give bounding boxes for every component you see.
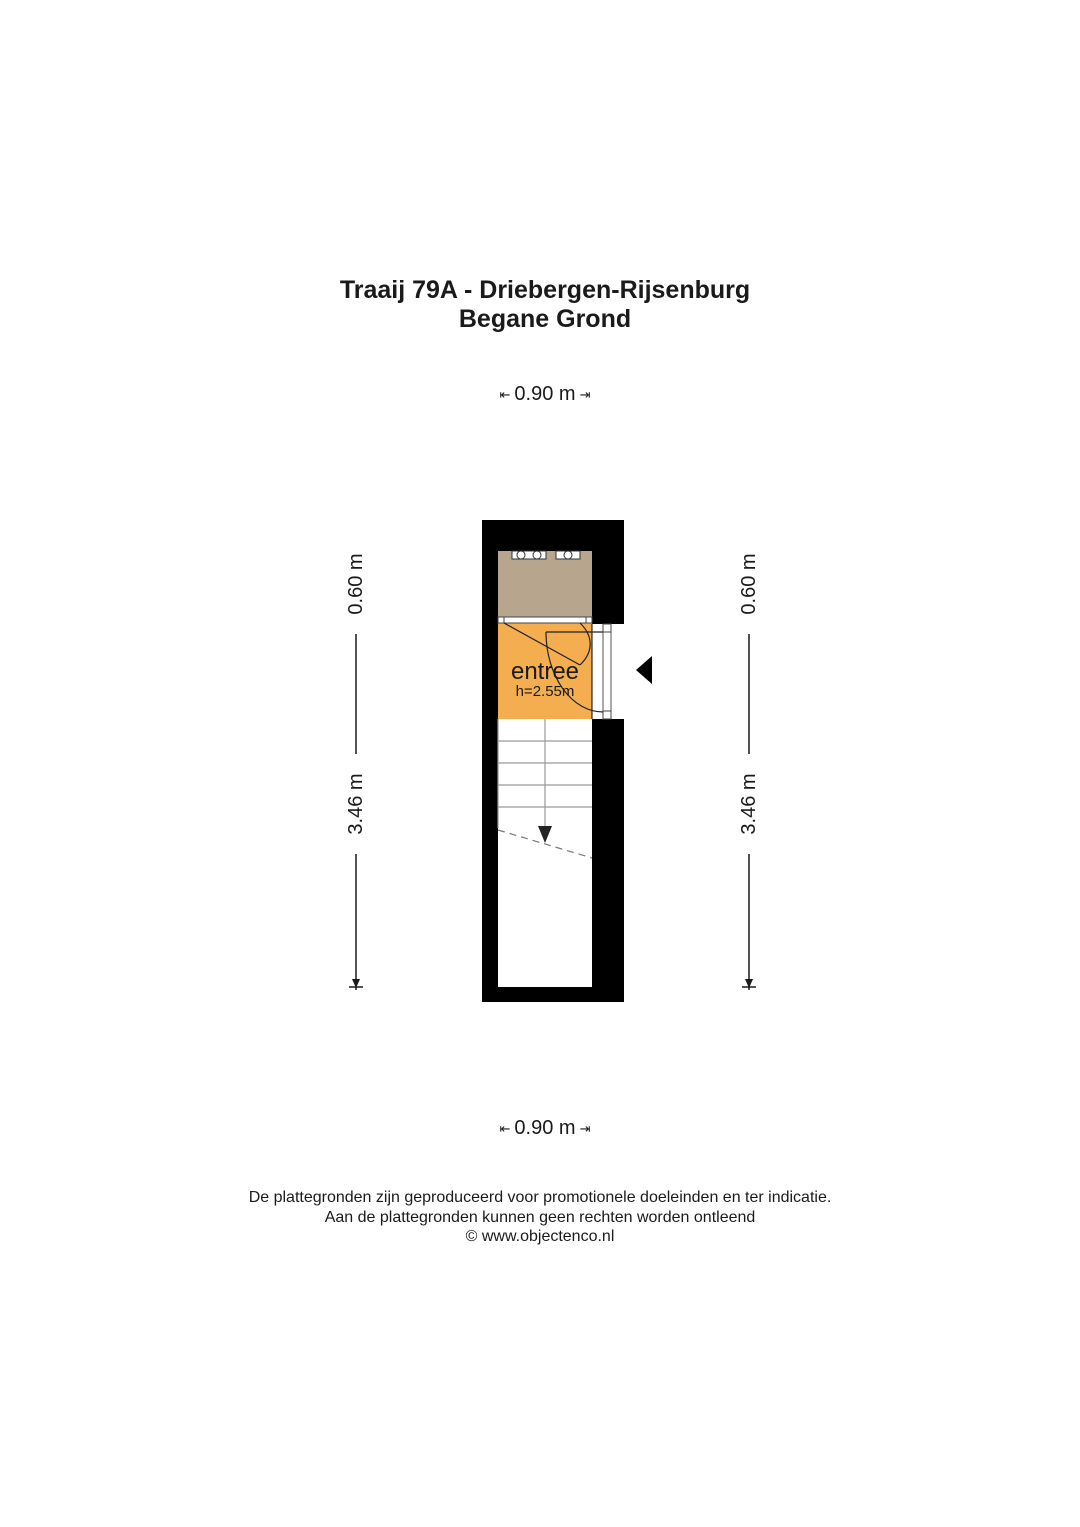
dimension-left-arrow-icon: ⇤ [499, 386, 511, 402]
meter-icon [512, 551, 580, 559]
dimension-left-arrow-icon: ⇤ [499, 1120, 511, 1136]
disclaimer [0, 1188, 1080, 1247]
left-upper-dimension-label: 0.60 m [344, 534, 368, 634]
right-upper-dimension-label: 0.60 m [737, 534, 761, 634]
entrance-arrow-icon [636, 656, 652, 684]
bottom-width-label: 0.90 m [514, 1117, 576, 1140]
plan-title: Traaij 79A - Driebergen-Rijsenburg [339, 276, 751, 304]
room-height: h=2.55m [515, 683, 575, 700]
disclaimer-line-2: Aan de plattegronden kunnen geen rechten worden ontleend [324, 1208, 756, 1226]
door-frame [603, 624, 611, 719]
bottom-width-dimension [0, 1117, 1080, 1140]
meter-cupboard [498, 551, 592, 617]
disclaimer-line-1: De plattegronden zijn geproduceerd voor promotionele doeleinden en ter indicatie. [248, 1189, 832, 1206]
left-lower-dimension-label: 3.46 m [344, 754, 368, 854]
dimension-right-arrow-icon: ⇥ [579, 1120, 591, 1136]
room-name-entree: entree [510, 658, 580, 685]
copyright-link: © www.objectenco.nl [465, 1228, 615, 1245]
right-lower-dimension-label: 3.46 m [737, 754, 761, 854]
top-width-label: 0.90 m [514, 383, 576, 406]
dimension-right-arrow-icon: ⇥ [579, 386, 591, 402]
floor-name: Begane Grond [458, 305, 632, 333]
